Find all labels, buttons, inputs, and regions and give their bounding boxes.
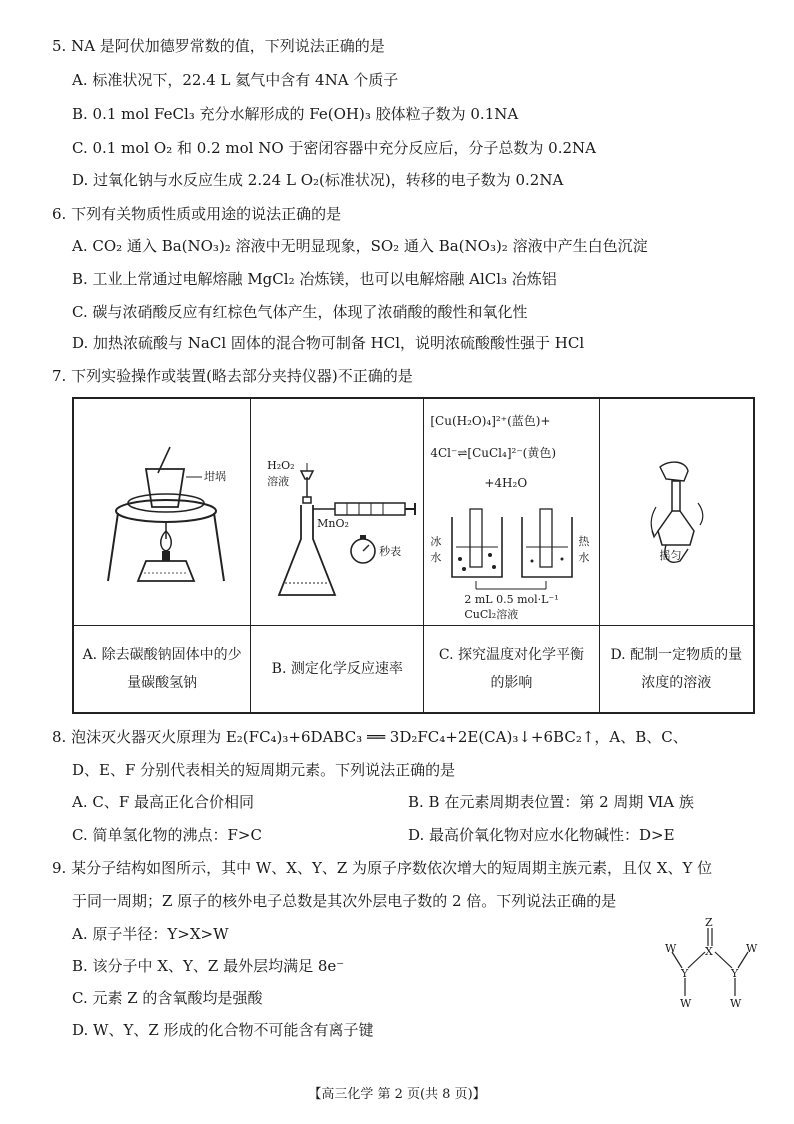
figure-d	[599, 398, 754, 626]
figure-b	[251, 398, 424, 626]
crucible-heating-diagram	[74, 399, 252, 625]
q9-stem-1: 9. 某分子结构如图所示，其中 W、X、Y、Z 为原子序数依次增大的短周期主族元素，且仅 X、Y 位	[52, 859, 713, 877]
q6-option-d: D. 加热浓硫酸与 NaCl 固体的混合物可制备 HCl，说明浓硫酸酸性强于 HCl	[72, 334, 585, 352]
volumetric-flask-diagram	[600, 399, 755, 625]
equilibrium-line-1: [Cu(H₂O)₄]²⁺(蓝色)+	[430, 414, 551, 428]
hot-label-1: 热	[578, 535, 590, 548]
q6-stem: 6. 下列有关物质性质或用途的说法正确的是	[52, 205, 342, 223]
beakers-diagram	[424, 399, 600, 625]
q8-option-d: D. 最高价氧化物对应水化物碱性：D>E	[408, 826, 675, 844]
caption-d: D. 配制一定物质的量浓度的溶液	[599, 626, 754, 714]
q8-option-a: A. C、F 最高正化合价相同	[72, 793, 255, 811]
ice-label-1: 冰	[430, 535, 442, 548]
solution-amount-label: 2 mL 0.5 mol·L⁻¹	[464, 593, 559, 606]
atom-w-bottom-right: W	[730, 997, 742, 1010]
figure-a	[73, 398, 251, 626]
hot-label-2: 水	[578, 551, 590, 564]
ice-label-2: 水	[430, 551, 442, 564]
atom-y-left: Y	[681, 967, 689, 980]
caption-a: A. 除去碳酸钠固体中的少量碳酸氢钠	[73, 626, 251, 714]
q9-option-a: A. 原子半径：Y>X>W	[72, 925, 229, 943]
q5-stem: 5. NA 是阿伏加德罗常数的值，下列说法正确的是	[52, 37, 385, 55]
q9-option-c: C. 元素 Z 的含氧酸均是强酸	[72, 989, 263, 1007]
q8-option-b: B. B 在元素周期表位置：第 2 周期 ⅥA 族	[408, 793, 694, 811]
q6-option-b: B. 工业上常通过电解熔融 MgCl₂ 冶炼镁，也可以电解熔融 AlCl₃ 冶炼铝	[72, 270, 557, 288]
equilibrium-line-3: +4H₂O	[484, 476, 528, 490]
q8-option-c: C. 简单氢化物的沸点：F>C	[72, 826, 262, 844]
equilibrium-line-2: 4Cl⁻⇌[CuCl₄]²⁻(黄色)	[430, 446, 557, 460]
q5-option-a: A. 标准状况下，22.4 L 氦气中含有 4NA 个质子	[72, 71, 399, 89]
atom-w-right: W	[746, 942, 758, 955]
page-footer: 【高三化学 第 2 页(共 8 页)】	[308, 1087, 486, 1102]
q5-option-c: C. 0.1 mol O₂ 和 0.2 mol NO 于密闭容器中充分反应后，分子总数为 0.2NA	[72, 139, 596, 157]
q8-stem-1: 8. 泡沫灭火器灭火原理为 E₂(FC₄)₃+6DABC₃ ══ 3D₂FC₄+2E(CA)₃↓+6BC₂↑，A、B、C、	[52, 728, 688, 746]
reaction-rate-diagram	[251, 399, 425, 625]
stopwatch-label: 秒表	[379, 545, 402, 558]
q9-option-b: B. 该分子中 X、Y、Z 最外层均满足 8e⁻	[72, 957, 345, 975]
q8-stem-2: D、E、F 分别代表相关的短周期元素。下列说法正确的是	[72, 761, 456, 779]
caption-c: C. 探究温度对化学平衡的影响	[424, 626, 599, 714]
q9-stem-2: 于同一周期；Z 原子的核外电子总数是其次外层电子数的 2 倍。下列说法正确的是	[72, 892, 617, 910]
shake-label: 摇匀	[659, 549, 682, 562]
h2o2-label: H₂O₂	[267, 459, 295, 472]
atom-w-left: W	[665, 942, 677, 955]
q6-option-a: A. CO₂ 通入 Ba(NO₃)₂ 溶液中无明显现象，SO₂ 通入 Ba(NO₃)₂ 溶液中产生白色沉淀	[72, 237, 648, 255]
solution-label: 溶液	[267, 475, 290, 488]
figure-c	[424, 398, 599, 626]
q6-option-c: C. 碳与浓硝酸反应有红棕色气体产生，体现了浓硝酸的酸性和氧化性	[72, 303, 528, 321]
mno2-label: MnO₂	[317, 517, 349, 530]
cucl2-label: CuCl₂溶液	[464, 608, 519, 621]
atom-z: Z	[705, 916, 713, 929]
atom-w-bottom-left: W	[680, 997, 692, 1010]
q5-option-d: D. 过氧化钠与水反应生成 2.24 L O₂(标准状况)，转移的电子数为 0.2NA	[72, 171, 564, 189]
q5-option-b: B. 0.1 mol FeCl₃ 充分水解形成的 Fe(OH)₃ 胶体粒子数为 0.1NA	[72, 105, 519, 123]
atom-x: X	[705, 945, 713, 958]
molecule-structure	[660, 916, 770, 1016]
crucible-label: 坩埚	[204, 470, 226, 483]
experiment-table	[72, 397, 755, 714]
caption-b: B. 测定化学反应速率	[251, 626, 424, 714]
q7-stem: 7. 下列实验操作或装置(略去部分夹持仪器)不正确的是	[52, 367, 413, 385]
q9-option-d: D. W、Y、Z 形成的化合物不可能含有离子键	[72, 1021, 374, 1039]
atom-y-right: Y	[731, 967, 739, 980]
